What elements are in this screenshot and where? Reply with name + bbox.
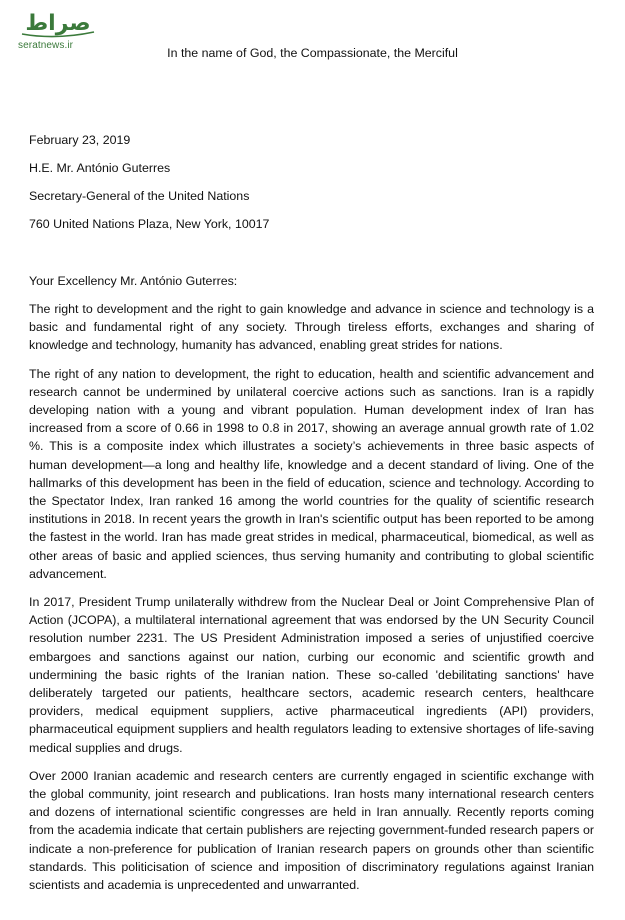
paragraph-2: The right of any nation to development, the right to education, health and scientific advancement and research cannot be undermined by unilateral coercive actions such as sanctions. Iran is a rapidly developing nation with a young and vibrant population. Human development index of Iran has increased from a score of 0.66 in 1998 to 0.8 in 2017, showing an average annual growth rate of 1.02 %. This is a composite index which illustrates a society’s achievements in three basic aspects of human development—a long and healthy life, knowledge and a decent standard of living. One of the hallmarks of this development has been in the field of education, science and technology. According to the Spectator Index, Iran ranked 16 among the world countries for the quality of scientific research institutions in 2018. In recent years the growth in Iran's scientific output has been reported to be among the fastest in the world. Iran has made great strides in medical, pharmaceutical, biomedical, as well as other areas of basic and applied sciences, thus serving humanity and contributing to global scientific advancement. <box>29 366 594 581</box>
recipient-name: H.E. Mr. António Guterres <box>29 161 171 175</box>
letter-header <box>0 46 625 60</box>
header-text: In the name of God, the Compassionate, the Merciful <box>167 46 458 60</box>
logo-text: صراط <box>25 11 91 36</box>
letter-body <box>29 300 594 904</box>
paragraph-4: Over 2000 Iranian academic and research centers are currently engaged in scientific exchange with the global community, joint research and publications. Iran hosts many international research centers and dozens of international scientific congresses are held in Iran annually. Recently reports coming from the academia indicate that certain publishers are rejecting government-funded research papers or indicate a non-preference for publication of Iranian research papers on grounds other than scientific standards. This politicisation of science and imposition of discriminatory regulations against Iranian scientists and academia is unprecedented and unwarranted. <box>29 768 594 893</box>
recipient-title: Secretary-General of the United Nations <box>29 189 250 203</box>
letter-date: February 23, 2019 <box>29 133 131 147</box>
paragraph-3: In 2017, President Trump unilaterally withdrew from the Nuclear Deal or Joint Comprehensive Plan of Action (JCOPA), a multilateral international agreement that was endorsed by the UN Security Council resolution number 2231. The US President Administration imposed a series of unjustified coercive embargoes and sanctions against our nation, curbing our economic and scientific growth and undermining the basic rights of the Iranian nation. These so-called 'debilitating sanctions' have deliberately targeted our patients, healthcare sectors, academic research centers, healthcare providers, medical equipment suppliers, active pharmaceutical ingredients (API) providers, pharmaceutical equipment suppliers and health regulators leading to extensive shortages of life-saving medical supplies and drugs. <box>29 595 594 755</box>
watermark-url: seratnews.ir <box>18 40 74 51</box>
salutation: Your Excellency Mr. António Guterres: <box>29 274 238 288</box>
seratnews-logo-icon <box>16 6 100 40</box>
recipient-address: 760 United Nations Plaza, New York, 10017 <box>29 217 270 231</box>
paragraph-1: The right to development and the right to gain knowledge and advance in science and technology is a basic and fundamental right of any society. Through tireless efforts, exchanges and sharing of knowledge and technology, humanity has advanced, enabling great strides for nations. <box>29 302 594 353</box>
